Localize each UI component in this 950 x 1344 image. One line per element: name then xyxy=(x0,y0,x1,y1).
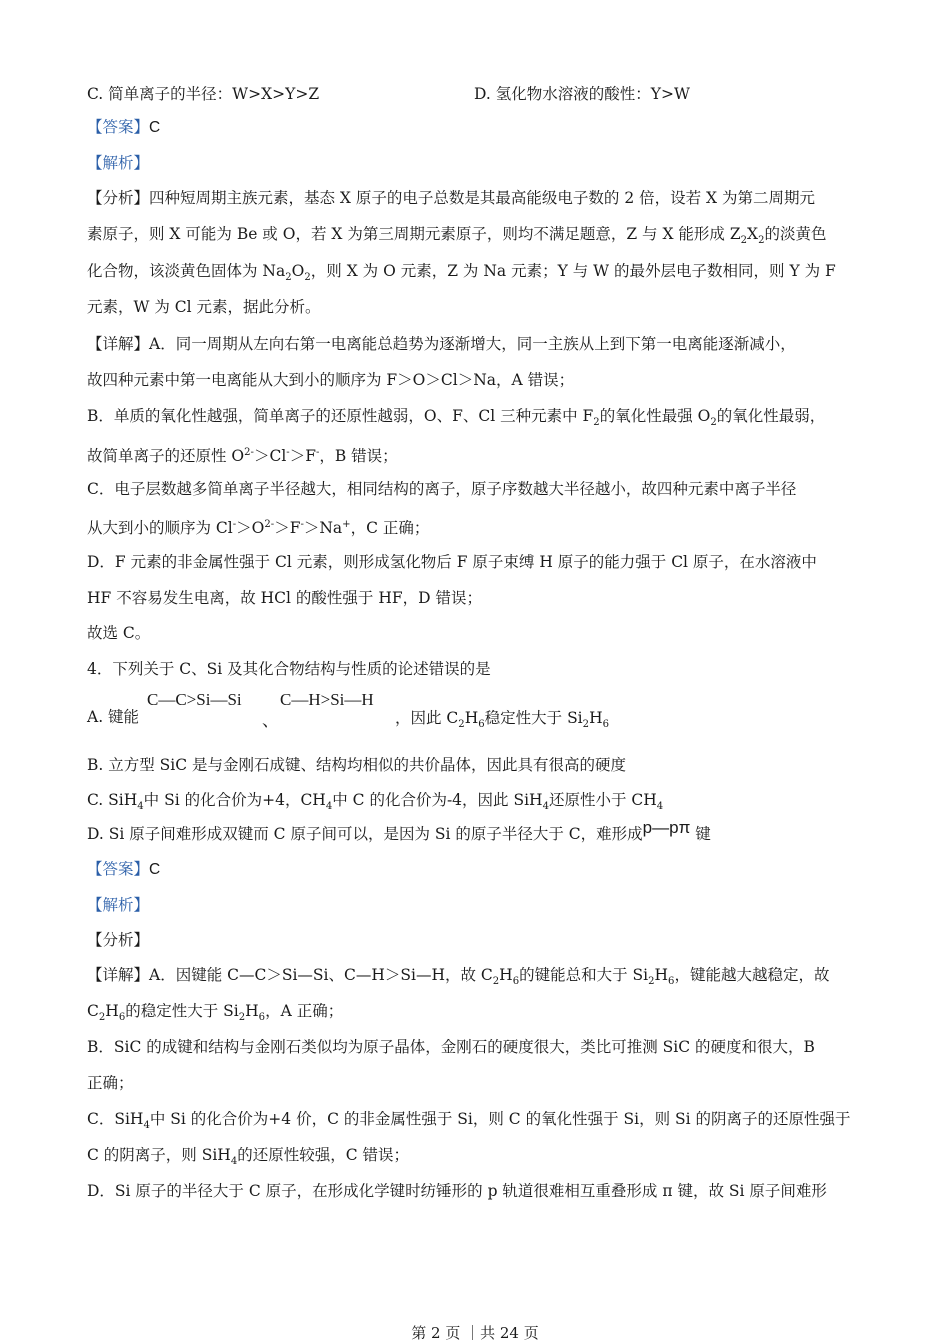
q4-option-d-eq: p—pπ xyxy=(642,818,691,837)
q4-option-a-eq2: C—H>Si—H xyxy=(280,690,374,709)
q3-detail-d1: D．F 元素的非金属性强于 Cl 元素，则形成氢化物后 F 原子束缚 H 原子的能力强于 Cl 原子，在水溶液中 xyxy=(87,553,817,571)
q3-option-c: C. 简单离子的半径：W>X>Y>Z xyxy=(87,85,320,103)
q4-fenxi: 【分析】 xyxy=(87,931,150,949)
q3-answer: 【答案】C xyxy=(87,118,161,136)
q4-option-a-label: A. 键能 xyxy=(87,708,140,726)
q4-option-b: B. 立方型 SiC 是与金刚石成键、结构均相似的共价晶体，因此具有很高的硬度 xyxy=(87,756,627,774)
q4-detail-d1: D．Si 原子的半径大于 C 原子，在形成化学键时纺锤形的 p 轨道很难相互重叠形成 π 键，故 Si 原子间难形 xyxy=(87,1182,827,1200)
q3-analysis-tag: 【解析】 xyxy=(87,154,150,172)
q4-detail-c1: C．SiH$_4$中 Si 的化合价为+4 价，C 的非金属性强于 Si，则 C 的氧化性强于 Si，则 Si 的阴离子的还原性强于 xyxy=(87,1110,851,1132)
q4-option-a-sep: 、 xyxy=(262,711,279,730)
q3-fenxi-4: 元素，W 为 Cl 元素，据此分析。 xyxy=(87,298,321,316)
q3-detail-b1: B．单质的氧化性越强，简单离子的还原性越弱，O、F、Cl 三种元素中 $F_2$的氧化性最强 $O_2$的氧化性最弱， xyxy=(87,407,826,429)
q4-option-d: D. Si 原子间难形成双键而 C 原子间可以，是因为 Si 的原子半径大于 C，难形成p—pπ 键 xyxy=(87,818,711,843)
q3-option-d: D. 氢化物水溶液的酸性：Y>W xyxy=(474,85,690,103)
q3-detail-a1: 【详解】A．同一周期从左向右第一电离能总趋势为逐渐增大，同一主族从上到下第一电离能逐渐减小， xyxy=(87,335,796,353)
q4-option-c: C. SiH$_4$中 Si 的化合价为+4，$CH_4$中 C 的化合价为-4，因此 SiH$_4$还原性小于 $CH_4$ xyxy=(87,791,664,813)
q3-conclusion: 故选 C。 xyxy=(87,624,151,642)
q3-fenxi-3: 化合物，该淡黄色固体为 $Na_2O_2$，则 X 为 O 元素，Z 为 Na 元素；Y 与 W 的最外层电子数相同，则 Y 为 F xyxy=(87,262,836,284)
q4-option-a-eq1: C—C>Si—Si xyxy=(147,690,242,709)
q4-detail-b2: 正确； xyxy=(87,1074,134,1092)
q4-answer: 【答案】C xyxy=(87,860,161,878)
q4-detail-a2: $C_2H_6$的稳定性大于 $Si_2H_6$，A 正确； xyxy=(87,1002,344,1024)
q3-detail-c1: C．电子层数越多简单离子半径越大，相同结构的离子，原子序数越大半径越小，故四种元素中离子半径 xyxy=(87,480,797,498)
q3-fenxi-1: 【分析】四种短周期主族元素，基态 X 原子的电子总数是其最高能级电子数的 2 倍，设若 X 为第二周期元 xyxy=(87,189,815,207)
q4-analysis-tag: 【解析】 xyxy=(87,896,150,914)
page-footer: 第 2 页 ｜共 24 页 xyxy=(411,1324,539,1342)
q4-stem: 4．下列关于 C、Si 及其化合物结构与性质的论述错误的是 xyxy=(87,660,491,678)
q4-detail-c2: C 的阴离子，则 SiH$_4$的还原性较强，C 错误； xyxy=(87,1146,410,1168)
q3-detail-c2: 从大到小的顺序为 $Cl^->O^{2-}>F^->Na^+$，C 正确； xyxy=(87,519,430,538)
q4-detail-b1: B．SiC 的成键和结构与金刚石类似均为原子晶体，金刚石的硬度很大，类比可推测 SiC 的硬度和很大，B xyxy=(87,1038,815,1056)
q4-option-a-tail: ，因此 $C_2H_6$稳定性大于 $Si_2H_6$ xyxy=(395,709,609,731)
q3-fenxi-2: 素原子，则 X 可能为 Be 或 O，若 X 为第三周期元素原子，则均不满足题意，Z 与 X 能形成 $Z_2X_2$的淡黄色 xyxy=(87,225,827,247)
q3-detail-b2: 故简单离子的还原性 $O^{2-}>Cl^->F^-$，B 错误； xyxy=(87,447,398,466)
q3-detail-d2: HF 不容易发生电离，故 HCl 的酸性强于 HF，D 错误； xyxy=(87,589,482,607)
q4-detail-a1: 【详解】A．因键能 C—C＞Si—Si、C—H＞Si—H，故 $C_2H_6$的键能总和大于 $Si_2H_6$，键能越大越稳定，故 xyxy=(87,966,830,988)
q3-detail-a2: 故四种元素中第一电离能从大到小的顺序为 F＞O＞Cl＞Na，A 错误； xyxy=(87,371,575,389)
